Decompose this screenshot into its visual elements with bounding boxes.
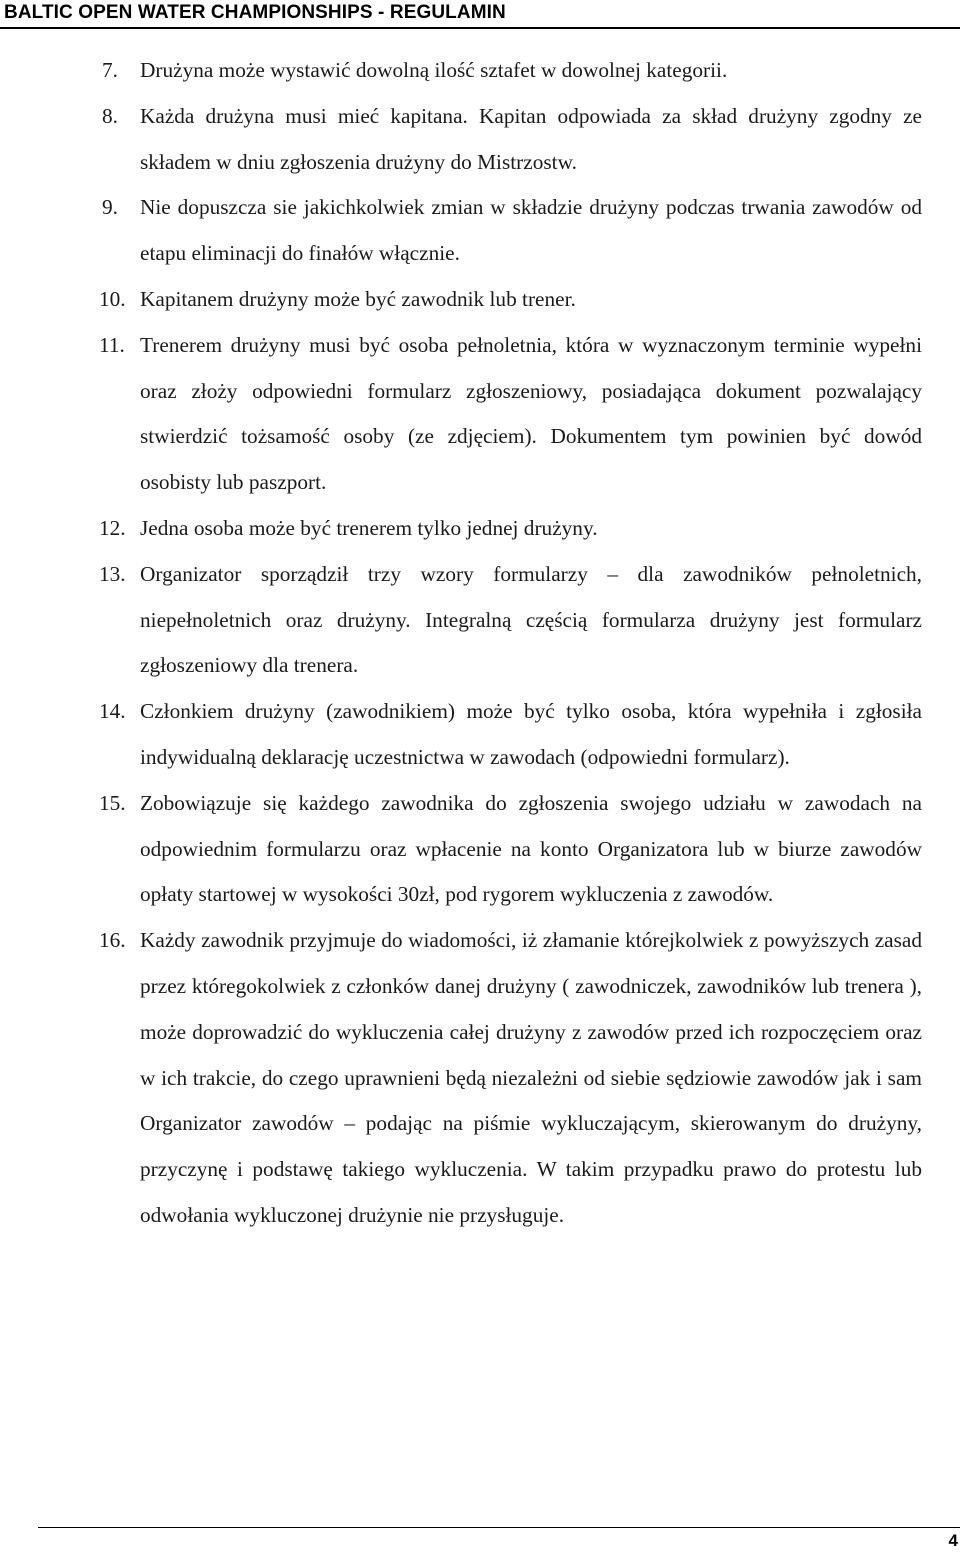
item-number: 15. [99, 790, 126, 815]
footer-divider [38, 1527, 960, 1528]
item-text: Nie dopuszcza sie jakichkolwiek zmian w składzie drużyny podczas trwania zawodów od etapu eliminacji do finałów włącznie. [140, 195, 922, 266]
list-item [0, 689, 960, 781]
item-text: Każdy zawodnik przyjmuje do wiadomości, iż złamanie którejkolwiek z powyższych zasad przez któregokolwiek z członków danej drużyny ( zawodniczek, zawodników lub trenera ), może doprowadzić do wykluczenia całej drużyny z zawodów przed ich rozpoczęciem oraz w ich trakcie, do czego uprawnieni będą niezależni od siebie sędziowie zawodów jak i sam Organizator zawodów – podając na piśmie wykluczającym, skierowanym do drużyny, przyczynę i podstawę takiego wykluczenia. W takim przypadku prawo do protestu lub odwołania wykluczonej drużynie nie przysługuje. [140, 928, 922, 1227]
document-title: BALTIC OPEN WATER CHAMPIONSHIPS - REGULAMIN [4, 2, 506, 23]
item-number: 11. [99, 332, 125, 357]
item-text: Kapitanem drużyny może być zawodnik lub trener. [140, 286, 576, 311]
page-number: 4 [948, 1531, 958, 1550]
page-header [0, 0, 960, 34]
list-item [0, 185, 960, 277]
item-text: Drużyna może wystawić dowolną ilość sztafet w dowolnej kategorii. [140, 58, 728, 82]
item-number: 9. [102, 195, 118, 220]
header-divider [0, 27, 960, 29]
item-text: Organizator sporządził trzy wzory formularzy – dla zawodników pełnoletnich, niepełnoletnich oraz drużyny. Integralną częścią formularza drużyny jest formularz zgłoszeniowy dla trenera. [140, 561, 922, 678]
regulations-list [0, 48, 960, 1239]
item-number: 7. [102, 58, 118, 82]
item-number: 14. [99, 699, 126, 724]
list-item [0, 552, 960, 689]
item-number: 10. [99, 286, 126, 311]
list-item [0, 506, 960, 552]
item-text: Trenerem drużyny musi być osoba pełnoletnia, która w wyznaczonym terminie wypełni oraz złoży odpowiedni formularz zgłoszeniowy, posiadająca dokument pozwalający stwierdzić tożsamość osoby (ze zdjęciem). Dokumentem tym powinien być dowód osobisty lub paszport. [140, 332, 922, 495]
item-text: Członkiem drużyny (zawodnikiem) może być tylko osoba, która wypełniła i zgłosiła indywidualną deklarację uczestnictwa w zawodach (odpowiedni formularz). [140, 699, 922, 769]
list-item [0, 277, 960, 323]
list-item [0, 323, 960, 506]
list-item [0, 94, 960, 186]
item-number: 16. [99, 928, 126, 953]
list-item [0, 781, 960, 918]
item-number: 13. [99, 561, 126, 586]
item-text: Każda drużyna musi mieć kapitana. Kapitan odpowiada za skład drużyny zgodny ze składem w dniu zgłoszenia drużyny do Mistrzostw. [140, 103, 922, 174]
item-number: 12. [99, 515, 126, 540]
item-number: 8. [102, 103, 118, 128]
list-item [0, 48, 960, 94]
item-text: Zobowiązuje się każdego zawodnika do zgłoszenia swojego udziału w zawodach na odpowiednim formularzu oraz wpłacenie na konto Organizatora lub w biurze zawodów opłaty startowej w wysokości 30zł, pod rygorem wykluczenia z zawodów. [140, 790, 922, 907]
item-text: Jedna osoba może być trenerem tylko jednej drużyny. [140, 515, 598, 540]
list-item [0, 918, 960, 1239]
